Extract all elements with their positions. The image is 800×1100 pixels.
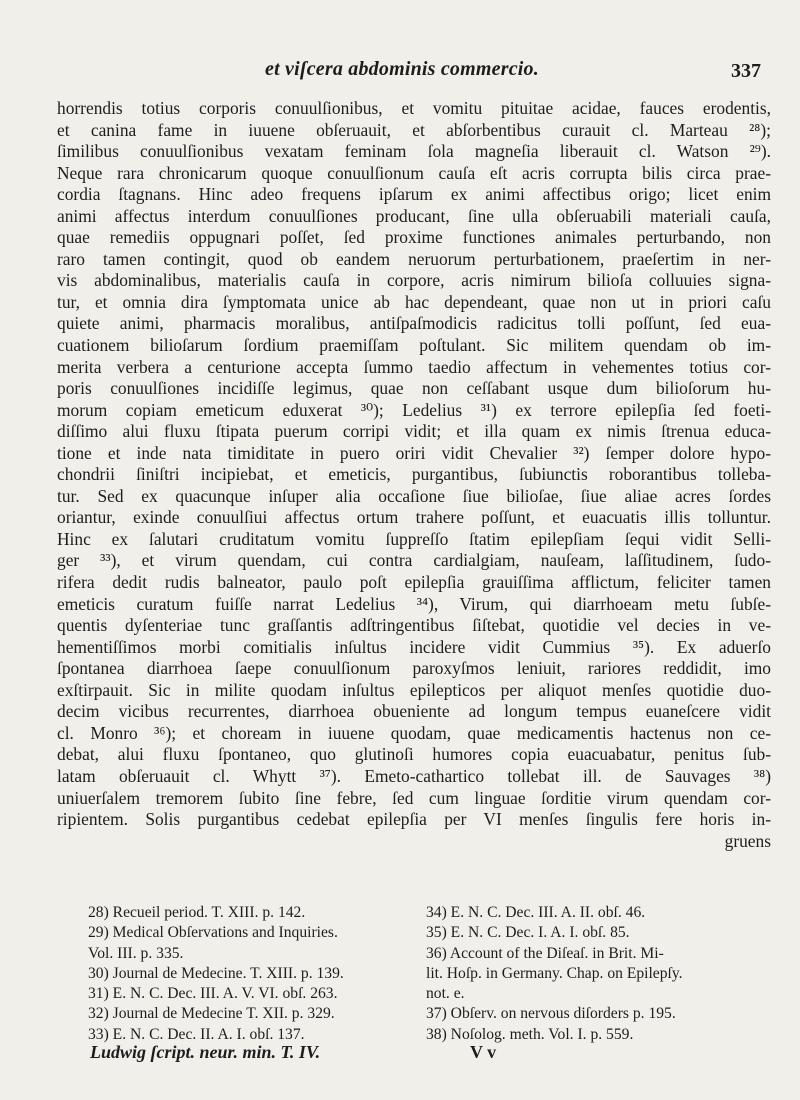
body-line: rifera dedit rudis balneator, paulo poſt epilepſia grauiſſima afflictum, feliciter tamen: [57, 572, 771, 593]
body-line: merita verbera a centurione accepta ſummo taedio affectum in vehementes totius cor-: [57, 356, 771, 377]
page-footer: [0, 1042, 800, 1072]
page-number: 337: [731, 60, 761, 82]
body-line: quae remediis oppugnari poſſet, ſed proxime functiones animales perturbando, non: [57, 227, 771, 248]
body-line: morum copiam emeticum eduxerat ³⁰); Ledelius ³¹) ex terrore epilepſia ſed foeti-: [57, 399, 771, 420]
body-line: exſtirpauit. Sic in milite quodam inſultus epilepticos per aliquot menſes quotidie duo-: [57, 679, 771, 700]
footnote-line: Vol. III. p. 335.: [88, 944, 184, 962]
body-line: ſpontanea diarrhoea ſaepe conuulſionum paroxyſmos leniuit, rariores reddidit, imo: [57, 658, 771, 679]
footnote-line: not. e.: [426, 985, 465, 1003]
footnote-line: lit. Hoſp. in Germany. Chap. on Epilepſy.: [426, 964, 683, 982]
footnote-line: 29) Medical Obſervations and Inquiries.: [88, 924, 338, 942]
body-line: quentis dyſenteriae tunc graſſantis adſtringentibus ſiſtebat, quotidie vel decies in ve-: [57, 615, 771, 636]
body-line: gruens: [724, 830, 771, 851]
body-line: et canina fame in iuuene obſeruauit, et abſorbentibus curauit cl. Marteau ²⁸);: [57, 119, 771, 140]
footnotes-right-column: [426, 903, 778, 1045]
body-text: [57, 98, 771, 852]
body-line: oriantur, exinde conuulſiui affectus ortum trahere poſſunt, et euacuatis illis tolluntur.: [57, 507, 771, 528]
footnote-line: 32) Journal de Medecine T. XII. p. 329.: [88, 1005, 335, 1023]
body-line: decim vicibus recurrentes, diarrhoea obueniente ad longum tempus euaneſcere vidit: [57, 701, 771, 722]
body-line: quiete animi, pharmacis moralibus, antiſpaſmodicis radicitus tolli poſſunt, ſed eua-: [57, 313, 771, 334]
body-line: latam obſeruauit cl. Whytt ³⁷). Emeto-cathartico tollebat ill. de Sauvages ³⁸): [57, 765, 771, 786]
body-line: cordia ſtagnans. Hinc adeo frequens ipſarum ex animi affectibus origo; licet enim: [57, 184, 771, 205]
footnotes: [78, 903, 778, 1043]
body-line: Hinc ex ſalutari cruditatum vomitu ſuppreſſo ſtatim epilepſiam ſequi vidit Selli-: [57, 528, 771, 549]
body-line: tur. Sed ex quacunque inſuper alia occaſione ſiue bilioſae, ſiue aliae acres ſordes: [57, 485, 771, 506]
footnote-line: 37) Obſerv. on nervous diſorders p. 195.: [426, 1005, 676, 1023]
footnotes-left-column: [88, 903, 438, 1045]
footnote-line: 31) E. N. C. Dec. III. A. V. VI. obſ. 263.: [88, 985, 338, 1003]
signature-mark: V v: [470, 1042, 497, 1062]
body-line: ripientem. Solis purgantibus cedebat epilepſia per VI menſes ſingulis fere horis in-: [57, 809, 771, 830]
body-line: ſimilibus conuulſionibus vexatam feminam ſola magneſia liberauit cl. Watson ²⁹).: [57, 141, 771, 162]
footnote-line: 36) Account of the Diſeaſ. in Brit. Mi-: [426, 944, 664, 962]
body-line: uniuerſalem tremorem ſubito ſine febre, ſed cum linguae ſorditie virum quendam cor-: [57, 787, 771, 808]
body-line: tione et inde nata timiditate in puero oriri vidit Chevalier ³²) ſemper dolore hypo-: [57, 442, 771, 463]
signature-line: Ludwig ſcript. neur. min. T. IV.: [90, 1042, 321, 1062]
footnote-line: 33) E. N. C. Dec. II. A. I. obſ. 137.: [88, 1025, 305, 1043]
body-line: animi affectus interdum conuulſiones producant, ſine ulla obſeruabili materiali cauſa,: [57, 205, 771, 226]
running-title: et viſcera abdominis commercio.: [265, 58, 539, 80]
running-head: [0, 58, 800, 88]
body-line: ger ³³), et virum quendam, cui contra cardialgiam, nauſeam, laſſitudinem, ſudo-: [57, 550, 771, 571]
body-line: tur, et omnia dira ſymptomata unice ab hac dependeant, quae non ut in priori caſu: [57, 291, 771, 312]
body-line: Neque rara chronicarum quoque conuulſionum cauſa eſt acris corrupta bilis circa prae-: [57, 162, 771, 183]
body-line: debat, alui fluxu ſpontaneo, quo glutinoſi humores copia euacuabatur, penitus ſub-: [57, 744, 771, 765]
body-line: cuationem bilioſarum ſordium praemiſſam poſtulant. Sic militem quendam ob im-: [57, 335, 771, 356]
body-line: chondrii ſiniſtri incipiebat, et emeticis, purgantibus, ſubiunctis roborantibus tolleba-: [57, 464, 771, 485]
footnote-line: 30) Journal de Medecine. T. XIII. p. 139.: [88, 964, 344, 982]
body-line: poris conuulſiones incidiſſe legimus, quae non ceſſabant usque dum bilioſorum hu-: [57, 378, 771, 399]
body-line: hementiſſimos morbi comitialis inſultus incidere vidit Cummius ³⁵). Ex aduerſo: [57, 636, 771, 657]
body-line: cl. Monro ³⁶); et choream in iuuene quodam, quae medicamentis hactenus non ce-: [57, 722, 771, 743]
body-line: vis abdominalibus, materialis cauſa in corpore, acris nimirum bilioſa colluuies signa-: [57, 270, 771, 291]
footnote-line: 28) Recueil period. T. XIII. p. 142.: [88, 904, 306, 921]
footnote-line: 38) Noſolog. meth. Vol. I. p. 559.: [426, 1025, 634, 1043]
body-line: diſſimo alui fluxu ſtipata puerum corripi vidit; et illa quam ex nimis ſtrenua educa-: [57, 421, 771, 442]
body-line: raro tamen contingit, quod ob eandem neruorum perturbationem, praeſertim in ner-: [57, 248, 771, 269]
body-line: emeticis curatum fuiſſe narrat Ledelius ³⁴), Virum, qui diarrhoeam metu ſubſe-: [57, 593, 771, 614]
footnote-line: 34) E. N. C. Dec. III. A. II. obſ. 46.: [426, 904, 646, 921]
body-line: horrendis totius corporis conuulſionibus, et vomitu pituitae acidae, fauces erodentis,: [57, 98, 771, 118]
footnote-line: 35) E. N. C. Dec. I. A. I. obſ. 85.: [426, 924, 630, 942]
